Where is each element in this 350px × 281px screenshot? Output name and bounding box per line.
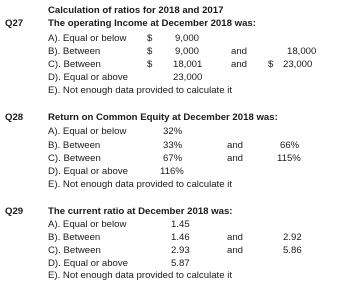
- q29-option-b-and: and: [227, 232, 244, 243]
- q27-option-c-value-high: 23,000: [283, 59, 313, 70]
- q27-option-b-value-high: 18,000: [287, 46, 317, 57]
- q27-option-e-label: E). Not enough data provided to calculate it: [48, 85, 232, 96]
- q28-option-d-label: D). Equal or above: [48, 166, 128, 177]
- q28-option-c-value-low: 67%: [163, 153, 183, 164]
- q29-option-d-label: D). Equal or above: [48, 258, 128, 269]
- q27-option-c-and: and: [231, 59, 248, 70]
- q27-option-b-value-low: 9,000: [175, 46, 200, 57]
- q28-option-d-value: 116%: [160, 166, 184, 177]
- q28-option-e-label: E). Not enough data provided to calculate it: [48, 179, 232, 190]
- q28-option-c-label: C). Between: [48, 153, 101, 164]
- q27-option-c-currency-high: $: [268, 59, 274, 70]
- q27-option-d-label: D). Equal or above: [48, 72, 128, 83]
- question-number-q27: Q27: [5, 18, 24, 29]
- q29-option-a-label: A). Equal or below: [48, 219, 127, 230]
- q28-option-a-label: A). Equal or below: [48, 126, 127, 137]
- q27-option-b-label: B). Between: [48, 46, 101, 57]
- q28-option-a-value: 32%: [163, 126, 183, 137]
- q29-option-b-value-low: 1.46: [171, 232, 190, 243]
- q27-option-c-currency: $: [147, 59, 153, 70]
- q29-option-c-label: C). Between: [48, 245, 101, 256]
- q29-option-c-value-high: 5.86: [283, 245, 302, 256]
- q27-option-b-and: and: [231, 46, 248, 57]
- question-prompt-q27: The operating Income at December 2018 was:: [48, 18, 256, 29]
- q29-option-c-value-low: 2.93: [171, 245, 190, 256]
- q27-option-a-value: 9,000: [175, 33, 200, 44]
- q27-option-c-label: C). Between: [48, 59, 101, 70]
- q29-option-e-label: E). Not enough data provided to calculate it: [48, 270, 232, 281]
- q27-option-a-currency: $: [147, 33, 153, 44]
- q27-option-b-currency: $: [147, 46, 153, 57]
- question-prompt-q28: Return on Common Equity at December 2018 was:: [48, 112, 278, 123]
- question-number-q29: Q29: [5, 206, 24, 217]
- q28-option-b-and: and: [227, 140, 244, 151]
- q28-option-b-value-low: 33%: [163, 140, 183, 151]
- document-heading: Calculation of ratios for 2018 and 2017: [48, 5, 224, 16]
- q27-option-a-label: A). Equal or below: [48, 33, 127, 44]
- q27-option-d-value: 23,000: [173, 72, 203, 83]
- q28-option-c-and: and: [227, 153, 244, 164]
- q28-option-b-label: B). Between: [48, 140, 101, 151]
- question-number-q28: Q28: [5, 112, 24, 123]
- q29-option-d-value: 5.87: [171, 258, 190, 269]
- q28-option-b-value-high: 66%: [280, 140, 300, 151]
- q27-option-c-value-low: 18,001: [173, 59, 203, 70]
- question-prompt-q29: The current ratio at December 2018 was:: [48, 206, 233, 217]
- q29-option-b-label: B). Between: [48, 232, 101, 243]
- q29-option-c-and: and: [227, 245, 244, 256]
- q29-option-b-value-high: 2.92: [283, 232, 302, 243]
- q29-option-a-value: 1.45: [171, 219, 190, 230]
- q28-option-c-value-high: 115%: [277, 153, 301, 164]
